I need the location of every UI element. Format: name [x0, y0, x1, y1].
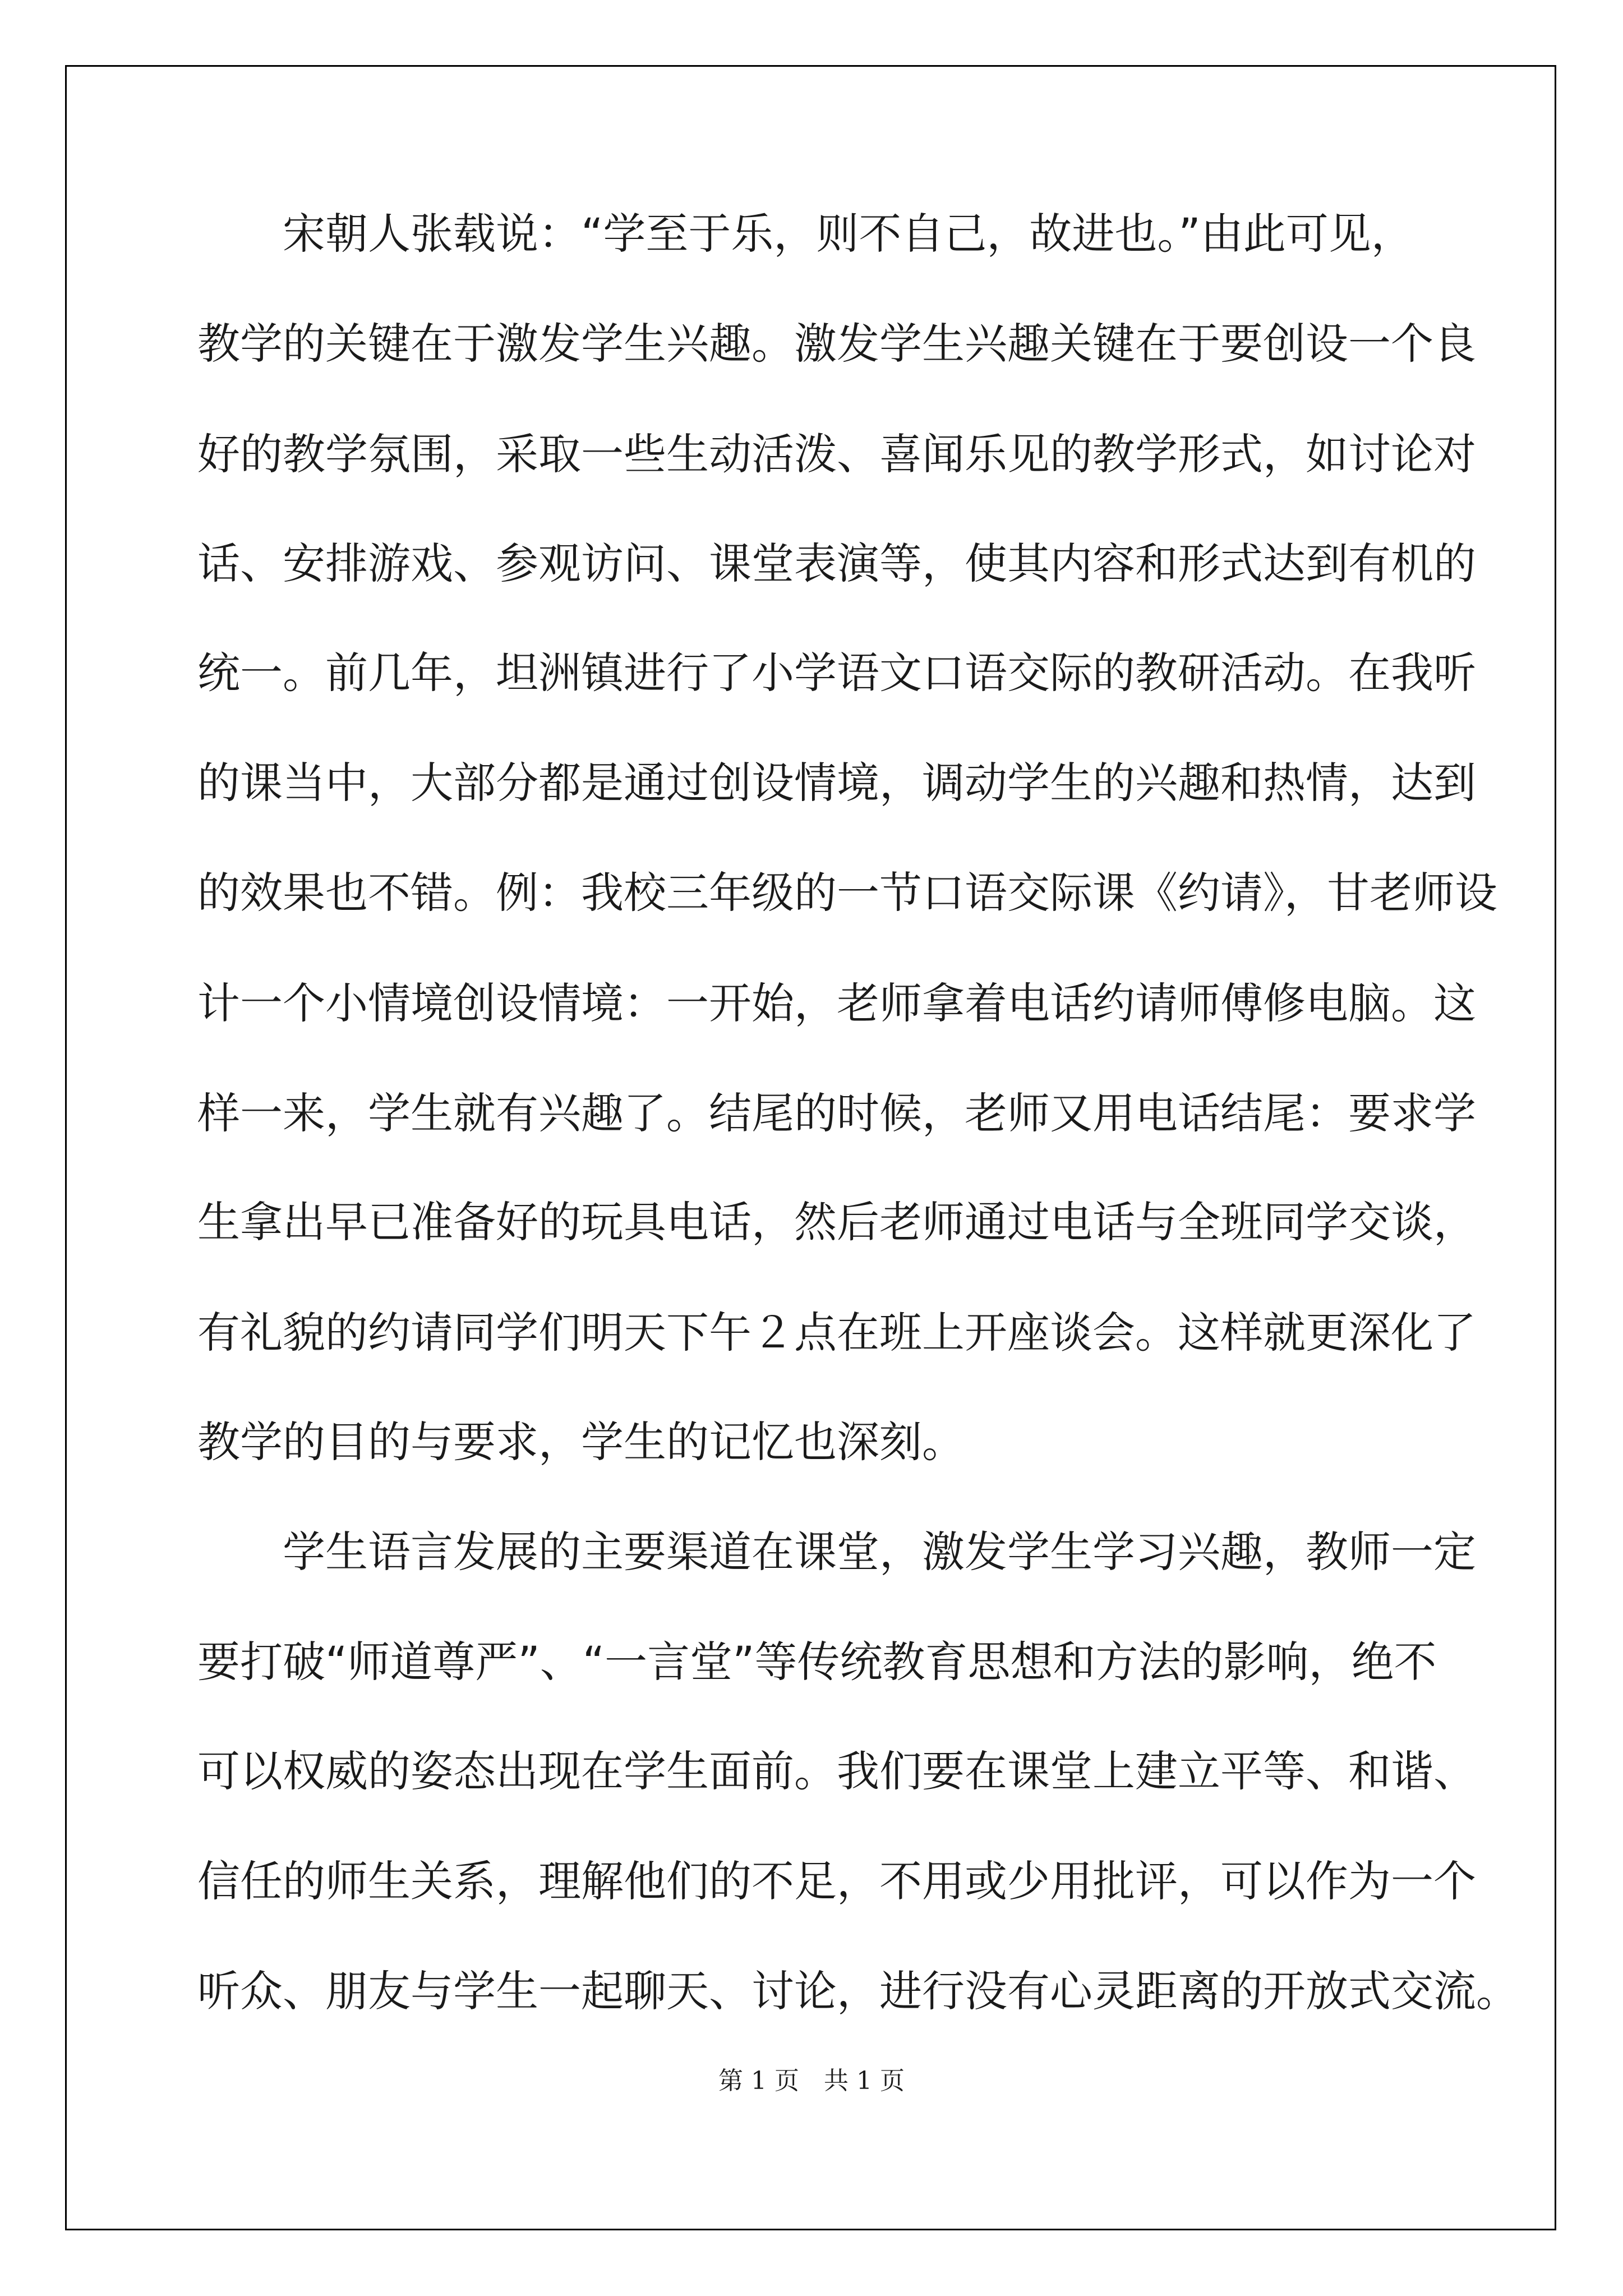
paragraph-2-line-4: 信任的师生关系，理解他们的不足，不用或少用批评，可以作为一个	[197, 1856, 1476, 1906]
paragraph-1-line-6: 的课当中，大部分都是通过创设情境，调动学生的兴趣和热情，达到	[197, 758, 1476, 808]
paragraph-2-line-1: 学生语言发展的主要渠道在课堂，激发学生学习兴趣，教师一定	[283, 1527, 1476, 1577]
paragraph-1-line-4: 话、安排游戏、参观访问、课堂表演等，使其内容和形式达到有机的	[197, 539, 1476, 588]
page-footer	[0, 2064, 1623, 2098]
paragraph-2-line-2: 要打破“师道尊严”、“一言堂”等传统教育思想和方法的影响，绝不	[197, 1637, 1437, 1687]
paragraph-2-line-5: 听众、朋友与学生一起聊天、讨论，进行没有心灵距离的开放式交流。	[197, 1966, 1519, 2016]
paragraph-1-line-7: 的效果也不错。例：我校三年级的一节口语交际课《约请》，甘老师设	[197, 868, 1497, 918]
paragraph-1-line-1: 宋朝人张载说：“学至于乐，则不自己，故进也。”由此可见，	[283, 209, 1414, 259]
paragraph-1-line-11: 有礼貌的约请同学们明天下午２点在班上开座谈会。这样就更深化了	[197, 1308, 1476, 1358]
paragraph-1-line-3: 好的教学氛围，采取一些生动活泼、喜闻乐见的教学形式，如讨论对	[197, 429, 1476, 479]
page-number: 第 1 页	[718, 2067, 799, 2095]
paragraph-1-line-2: 教学的关键在于激发学生兴趣。激发学生兴趣关键在于要创设一个良	[197, 319, 1476, 369]
paragraph-1-line-5: 统一。前几年，坦洲镇进行了小学语文口语交际的教研活动。在我听	[197, 648, 1476, 698]
paragraph-1-line-10: 生拿出早已准备好的玩具电话，然后老师通过电话与全班同学交谈，	[197, 1197, 1476, 1247]
total-pages: 共 1 页	[824, 2067, 905, 2095]
paragraph-1-line-8: 计一个小情境创设情境：一开始，老师拿着电话约请师傅修电脑。这	[197, 978, 1476, 1028]
paragraph-1-line-12: 教学的目的与要求，学生的记忆也深刻。	[197, 1417, 965, 1467]
paragraph-2-line-3: 可以权威的姿态出现在学生面前。我们要在课堂上建立平等、和谐、	[197, 1746, 1476, 1796]
paragraph-1-line-9: 样一来，学生就有兴趣了。结尾的时候，老师又用电话结尾：要求学	[197, 1088, 1476, 1138]
